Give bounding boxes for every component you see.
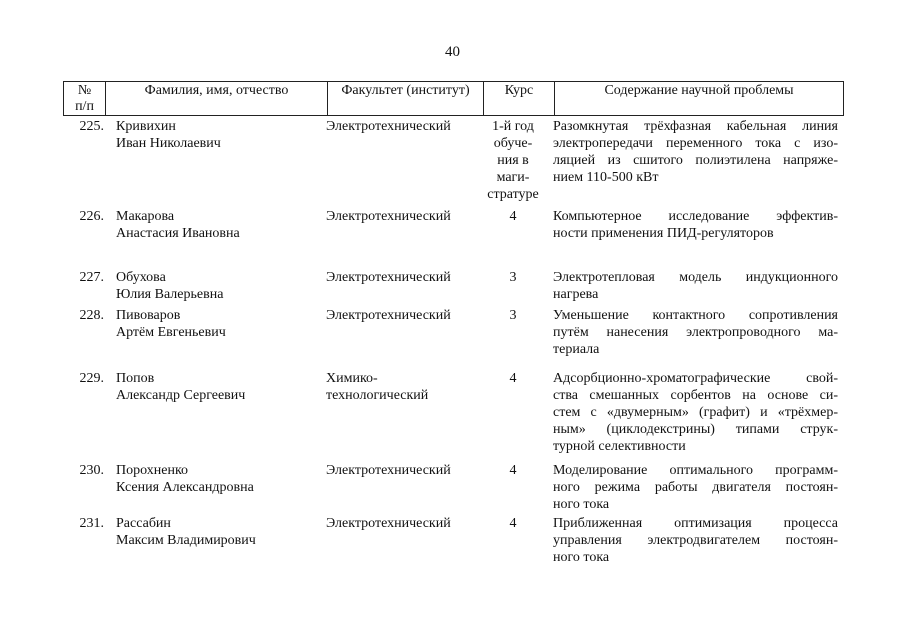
- problem-description: [553, 370, 838, 455]
- problem-description: [553, 208, 838, 242]
- problem-description-line: ляцией из сшитого полиэтилена напряже-: [553, 153, 838, 168]
- course: [482, 307, 544, 324]
- student-name: [116, 118, 336, 152]
- header-course: Курс: [483, 82, 554, 115]
- student-name: [116, 269, 336, 303]
- student-name-line: Рассабин: [116, 516, 171, 531]
- faculty: [326, 462, 486, 479]
- student-name-line: Артём Евгеньевич: [116, 325, 226, 340]
- course-line: 4: [509, 463, 517, 478]
- faculty-line: Электротехнический: [326, 209, 451, 224]
- faculty: [326, 208, 486, 225]
- student-name: [116, 307, 336, 341]
- student-name-line: Попов: [116, 371, 155, 386]
- course-line: ния в: [497, 153, 529, 168]
- problem-description-line: териала: [553, 342, 600, 357]
- problem-description-line: Моделирование оптимального программ-: [553, 463, 838, 478]
- course: [482, 208, 544, 225]
- student-name-line: Александр Сергеевич: [116, 388, 246, 403]
- problem-description-line: Адсорбционно-хроматографические свой-: [553, 371, 838, 386]
- student-name: [116, 208, 336, 242]
- course: [482, 462, 544, 479]
- faculty: [326, 370, 486, 404]
- student-name-line: Максим Владимирович: [116, 533, 256, 548]
- problem-description-line: ности применения ПИД-регуляторов: [553, 226, 774, 241]
- row-number: 230.: [79, 463, 104, 478]
- student-name-line: Пивоваров: [116, 308, 181, 323]
- row-number: 228.: [79, 308, 104, 323]
- student-name-line: Макарова: [116, 209, 175, 224]
- student-name-line: Ксения Александровна: [116, 480, 254, 495]
- problem-description: [553, 462, 838, 513]
- student-name: [116, 515, 336, 549]
- problem-description-line: нием 110-500 кВт: [553, 170, 659, 185]
- problem-description-line: электропередачи переменного тока с изо-: [553, 136, 838, 151]
- faculty: [326, 515, 486, 532]
- problem-description: [553, 269, 838, 303]
- course: [482, 118, 544, 203]
- problem-description-line: Электротепловая модель индукционного: [553, 270, 838, 285]
- problem-description-line: ного тока: [553, 550, 610, 565]
- course: [482, 515, 544, 532]
- student-name: [116, 370, 336, 404]
- row-number: 231.: [79, 516, 104, 531]
- problem-description-line: ства смешанных сорбентов на основе си-: [553, 388, 838, 403]
- problem-description-line: ного режима работы двигателя постоян-: [553, 480, 838, 495]
- header-num-line1: №: [77, 83, 92, 98]
- problem-description-line: путём нанесения электропроводного ма-: [553, 325, 838, 340]
- header-faculty: Факультет (институт): [327, 82, 483, 115]
- problem-description-line: турной селективности: [553, 439, 686, 454]
- course-line: 4: [509, 516, 517, 531]
- student-name-line: Порохненко: [116, 463, 189, 478]
- faculty-line: технологический: [326, 388, 429, 403]
- problem-description-line: Уменьшение контактного сопротивления: [553, 308, 838, 323]
- course-line: стратуре: [487, 187, 539, 202]
- row-number: 227.: [79, 270, 104, 285]
- faculty: [326, 118, 486, 135]
- problem-description-line: ного тока: [553, 497, 610, 512]
- problem-description-line: Приближенная оптимизация процесса: [553, 516, 838, 531]
- problem-description-line: Разомкнутая трёхфазная кабельная линия: [553, 119, 838, 134]
- student-name-line: Юлия Валерьевна: [116, 287, 224, 302]
- table-header: [63, 81, 844, 116]
- problem-description-line: ным» (циклодекстрины) типами струк-: [553, 422, 838, 437]
- faculty-line: Электротехнический: [326, 270, 451, 285]
- course: [482, 269, 544, 286]
- student-name-line: Обухова: [116, 270, 166, 285]
- course-line: обуче-: [493, 136, 533, 151]
- problem-description: [553, 515, 838, 566]
- student-name-line: Иван Николаевич: [116, 136, 221, 151]
- header-problem: Содержание научной проблемы: [554, 82, 843, 115]
- course-line: 4: [509, 209, 517, 224]
- row-number: 226.: [79, 209, 104, 224]
- row-number: 225.: [79, 119, 104, 134]
- course-line: маги-: [496, 170, 530, 185]
- course: [482, 370, 544, 387]
- faculty-line: Химико-: [326, 371, 378, 386]
- page-number: 40: [445, 44, 460, 60]
- problem-description-line: нагрева: [553, 287, 599, 302]
- problem-description-line: стем с «двумерным» (графит) и «трёхмер-: [553, 405, 838, 420]
- faculty: [326, 307, 486, 324]
- faculty-line: Электротехнический: [326, 308, 451, 323]
- row-number: 229.: [79, 371, 104, 386]
- faculty-line: Электротехнический: [326, 463, 451, 478]
- problem-description: [553, 307, 838, 358]
- header-num-line2: п/п: [75, 99, 94, 114]
- student-name-line: Кривихин: [116, 119, 176, 134]
- student-name-line: Анастасия Ивановна: [116, 226, 240, 241]
- problem-description-line: управления электродвигателем постоян-: [553, 533, 838, 548]
- course-line: 3: [509, 270, 517, 285]
- course-line: 1-й год: [492, 119, 534, 134]
- header-num: [64, 82, 105, 115]
- header-name: Фамилия, имя, отчество: [105, 82, 327, 115]
- faculty-line: Электротехнический: [326, 119, 451, 134]
- student-name: [116, 462, 336, 496]
- faculty-line: Электротехнический: [326, 516, 451, 531]
- faculty: [326, 269, 486, 286]
- problem-description-line: Компьютерное исследование эффектив-: [553, 209, 838, 224]
- course-line: 4: [509, 371, 517, 386]
- problem-description: [553, 118, 838, 186]
- course-line: 3: [509, 308, 517, 323]
